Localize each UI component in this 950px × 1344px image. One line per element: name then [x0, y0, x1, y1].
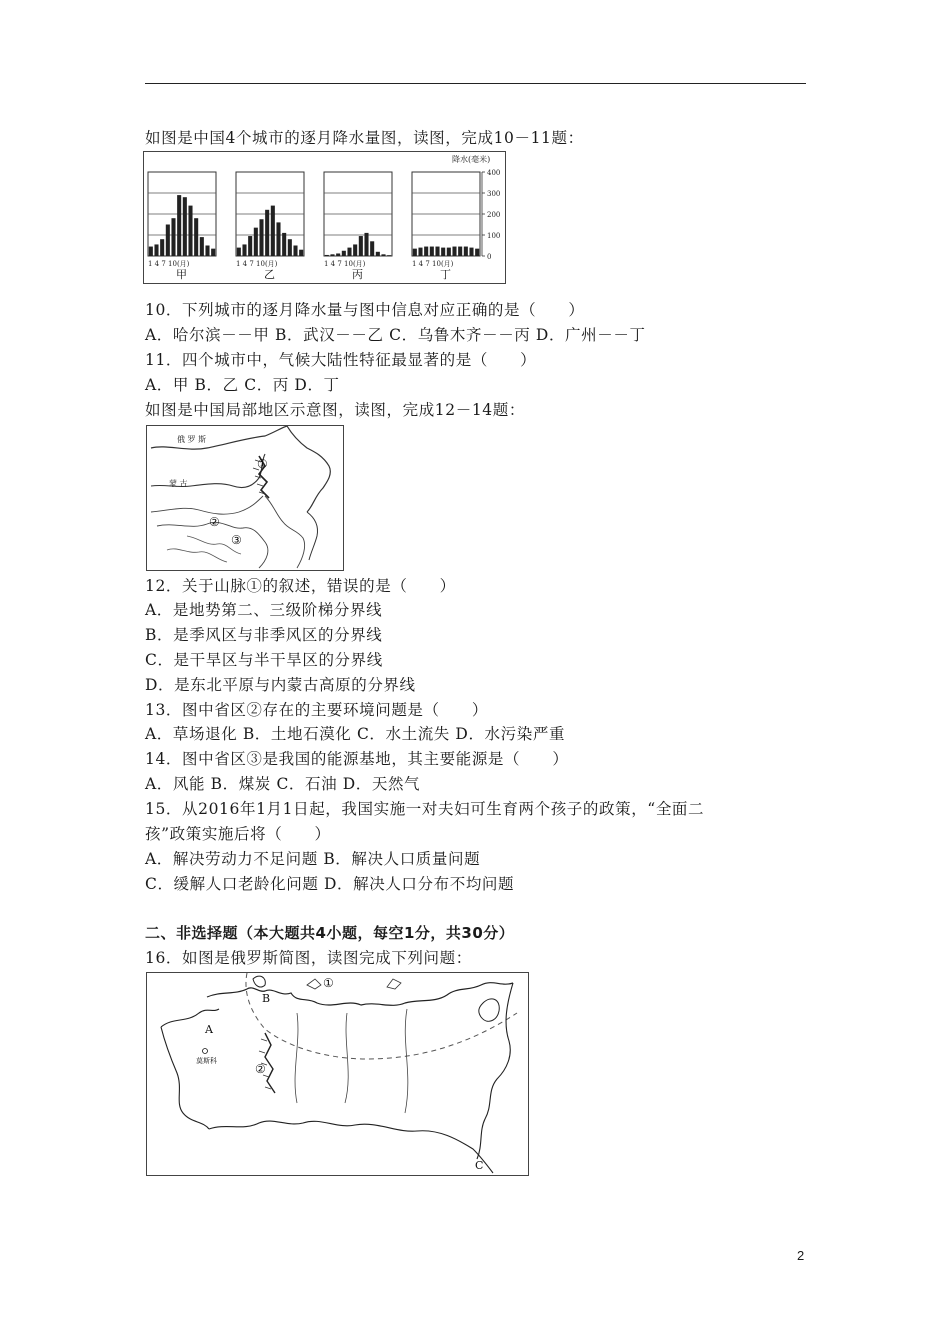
bar-丙-7 [359, 236, 363, 256]
y-tick-label: 400 [487, 169, 501, 177]
bar-丁-7 [447, 248, 451, 256]
bar-丙-5 [347, 248, 351, 256]
y-tick-label: 200 [487, 211, 501, 219]
moscow-marker-icon [203, 1049, 208, 1054]
china-region-map [146, 425, 344, 571]
bar-甲-4 [166, 225, 170, 257]
bar-丙-8 [364, 233, 368, 256]
bar-丙-12 [387, 255, 391, 256]
bar-丁-12 [475, 249, 479, 256]
x-tick-labels: 1 4 7 10(月) [412, 260, 454, 268]
panel-label-丙: 丙 [352, 268, 363, 281]
question-12-option-d: D．是东北平原与内蒙古高原的分界线 [145, 676, 416, 694]
bar-甲-2 [154, 244, 158, 256]
bar-乙-1 [237, 248, 241, 256]
russia-map-label-b: B [262, 992, 271, 1005]
bar-丙-2 [330, 254, 334, 256]
question-15-line-2: 孩”政策实施后将（ ） [145, 825, 331, 843]
bar-丁-2 [418, 248, 422, 256]
russia-map [146, 972, 529, 1176]
question-13-options: A．草场退化 B．土地石漠化 C．水土流失 D．水污染严重 [145, 725, 566, 743]
russia-map-marker-1: ① [323, 976, 334, 990]
panel-label-甲: 甲 [176, 268, 187, 281]
bar-乙-7 [271, 206, 275, 256]
bar-丁-6 [441, 248, 445, 256]
bar-丁-3 [424, 247, 428, 256]
bar-甲-7 [183, 197, 187, 256]
y-tick-label: 0 [487, 253, 492, 261]
question-11-options: A．甲 B．乙 C．丙 D．丁 [145, 376, 340, 394]
bar-丁-1 [413, 249, 417, 256]
bar-甲-3 [160, 239, 164, 256]
map-label-mongolia: 蒙 古 [169, 479, 188, 488]
y-tick-label: 100 [487, 232, 501, 240]
question-15-options-cd: C．缓解人口老龄化问题 D．解决人口分布不均问题 [145, 875, 515, 893]
question-13: 13．图中省区②存在的主要环境问题是（ ） [145, 701, 488, 719]
intro-text-2: 如图是中国局部地区示意图，读图，完成12－14题： [145, 401, 525, 419]
question-14: 14．图中省区③是我国的能源基地，其主要能源是（ ） [145, 750, 569, 768]
bar-丙-10 [376, 252, 380, 256]
header-rule [145, 83, 806, 84]
question-15-options-ab: A．解决劳动力不足问题 B．解决人口质量问题 [145, 850, 481, 868]
bar-丁-11 [469, 248, 473, 256]
bar-丙-4 [342, 251, 346, 256]
bar-乙-8 [276, 222, 280, 256]
bar-丙-6 [353, 244, 357, 256]
x-tick-labels: 1 4 7 10(月) [236, 260, 278, 268]
bar-乙-3 [248, 236, 252, 256]
russia-map-label-a: A [205, 1023, 213, 1036]
precipitation-chart-svg [144, 152, 505, 283]
bar-丁-10 [464, 247, 468, 256]
bar-丁-9 [458, 247, 462, 256]
bar-丙-1 [325, 255, 329, 256]
question-11: 11．四个城市中，气候大陆性特征最显著的是（ ） [145, 351, 537, 369]
bar-甲-11 [205, 246, 209, 257]
bar-甲-5 [171, 218, 175, 256]
russia-map-marker-2: ② [255, 1062, 266, 1076]
question-12-option-b: B．是季风区与非季风区的分界线 [145, 626, 383, 644]
russia-map-svg [147, 973, 528, 1175]
bar-甲-1 [149, 247, 153, 256]
section-2-heading: 二、非选择题（本大题共4小题，每空1分，共30分） [145, 924, 515, 942]
map-marker-2: ② [209, 515, 220, 529]
bar-乙-2 [242, 244, 246, 256]
bar-乙-10 [288, 239, 292, 256]
question-12: 12．关于山脉①的叙述，错误的是（ ） [145, 577, 456, 595]
intro-text-1: 如图是中国4个城市的逐月降水量图，读图，完成10－11题： [145, 129, 584, 147]
page-number: 2 [797, 1248, 805, 1263]
bar-乙-12 [299, 250, 303, 256]
x-tick-labels: 1 4 7 10(月) [148, 260, 190, 268]
precipitation-chart [143, 151, 506, 284]
map-marker-3: ③ [231, 533, 242, 547]
russia-map-label-moscow: 莫斯科 [196, 1057, 217, 1065]
y-axis-unit-label: 降水(毫米) [452, 155, 491, 164]
panel-label-丁: 丁 [440, 268, 451, 281]
map-label-russia: 俄 罗 斯 [177, 435, 207, 444]
question-10: 10．下列城市的逐月降水量与图中信息对应正确的是（ ） [145, 301, 585, 319]
question-15-line-1: 15．从2016年1月1日起，我国实施一对夫妇可生育两个孩子的政策，“全面二 [145, 800, 705, 818]
bar-乙-4 [254, 228, 258, 256]
question-14-options: A．风能 B．煤炭 C．石油 D．天然气 [145, 775, 421, 793]
bar-乙-5 [259, 219, 263, 256]
y-tick-label: 300 [487, 190, 501, 198]
bar-丁-8 [452, 247, 456, 256]
china-region-map-svg [147, 426, 343, 570]
x-tick-labels: 1 4 7 10(月) [324, 260, 366, 268]
bar-丁-5 [435, 247, 439, 256]
bar-乙-6 [265, 210, 269, 256]
bar-甲-9 [194, 218, 198, 256]
question-16: 16．如图是俄罗斯简图，读图完成下列问题： [145, 949, 472, 967]
bar-丙-11 [381, 254, 385, 256]
question-12-option-c: C．是干旱区与半干旱区的分界线 [145, 651, 383, 669]
bar-乙-11 [293, 246, 297, 257]
question-12-option-a: A．是地势第二、三级阶梯分界线 [145, 601, 383, 619]
bar-丙-9 [370, 241, 374, 256]
bar-甲-8 [188, 206, 192, 256]
bar-丙-3 [336, 253, 340, 256]
bar-甲-12 [211, 249, 215, 256]
bar-甲-10 [200, 237, 204, 256]
panel-label-乙: 乙 [264, 268, 275, 281]
russia-map-label-c: C [475, 1159, 484, 1172]
map-marker-1: ① [257, 457, 268, 471]
bar-乙-9 [282, 233, 286, 256]
question-10-options: A．哈尔滨－－甲 B．武汉－－乙 C．乌鲁木齐－－丙 D．广州－－丁 [145, 326, 646, 344]
bar-丁-4 [430, 247, 434, 256]
bar-甲-6 [177, 195, 181, 256]
